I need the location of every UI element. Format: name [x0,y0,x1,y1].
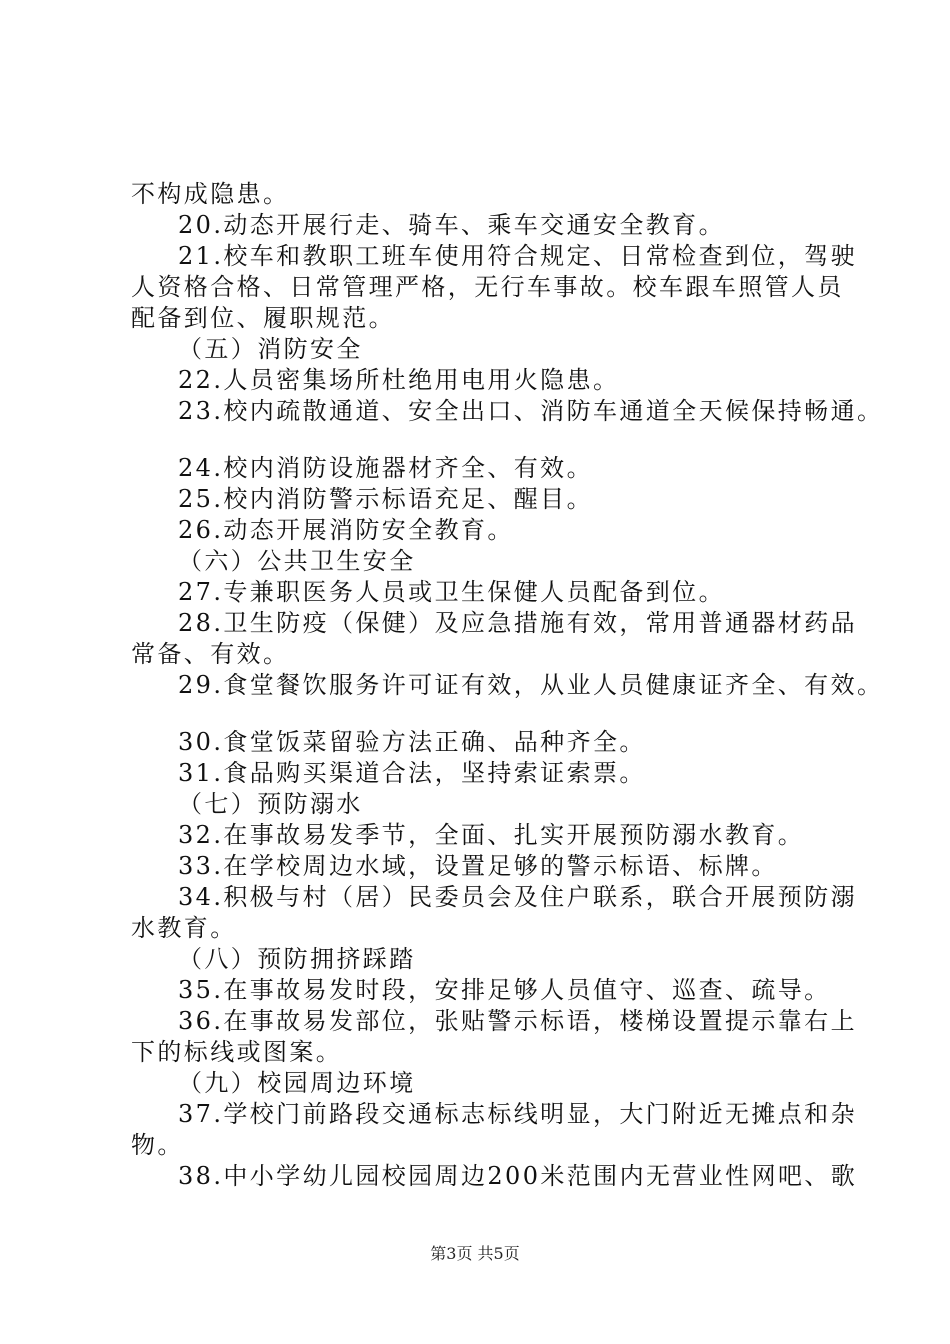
text-line: 配备到位、履职规范。 [131,304,395,332]
text-line: 人资格合格、日常管理严格，无行车事故。校车跟车照管人员 [131,273,844,301]
text-line: 34.积极与村（居）民委员会及住户联系，联合开展预防溺 [178,883,857,911]
text-line: 不构成隐患。 [131,180,290,208]
text-line: 29.食堂餐饮服务许可证有效，从业人员健康证齐全、有效。 [178,671,884,699]
section-heading: （七）预防溺水 [178,790,363,818]
text-line: 20.动态开展行走、骑车、乘车交通安全教育。 [178,211,725,239]
text-line: 21.校车和教职工班车使用符合规定、日常检查到位，驾驶 [178,242,857,270]
text-line: 33.在学校周边水域，设置足够的警示标语、标牌。 [178,852,778,880]
text-line: 38.中小学幼儿园校园周边200米范围内无营业性网吧、歌 [178,1162,858,1190]
text-line: 35.在事故易发时段，安排足够人员值守、巡查、疏导。 [178,976,831,1004]
text-line: 36.在事故易发部位，张贴警示标语，楼梯设置提示靠右上 [178,1007,857,1035]
text-line: 22.人员密集场所杜绝用电用火隐患。 [178,366,620,394]
text-line: 23.校内疏散通道、安全出口、消防车通道全天候保持畅通。 [178,397,884,425]
text-line: 下的标线或图案。 [131,1038,343,1066]
text-line: 物。 [131,1131,184,1159]
text-line: 水教育。 [131,914,237,942]
page-number-footer: 第3页 共5页 [430,1244,520,1263]
text-line: 32.在事故易发季节，全面、扎实开展预防溺水教育。 [178,821,805,849]
text-line: 31.食品购买渠道合法，坚持索证索票。 [178,759,646,787]
section-heading: （五）消防安全 [178,335,363,363]
section-heading: （六）公共卫生安全 [178,547,416,575]
section-heading: （八）预防拥挤踩踏 [178,945,416,973]
text-line: 37.学校门前路段交通标志标线明显，大门附近无摊点和杂 [178,1100,857,1128]
section-heading: （九）校园周边环境 [178,1069,416,1097]
text-line: 26.动态开展消防安全教育。 [178,516,514,544]
text-line: 28.卫生防疫（保健）及应急措施有效，常用普通器材药品 [178,609,857,637]
text-line: 30.食堂饭菜留验方法正确、品种齐全。 [178,728,646,756]
text-line: 25.校内消防警示标语充足、醒目。 [178,485,593,513]
text-line: 27.专兼职医务人员或卫生保健人员配备到位。 [178,578,725,606]
text-line: 24.校内消防设施器材齐全、有效。 [178,454,593,482]
text-line: 常备、有效。 [131,640,290,668]
